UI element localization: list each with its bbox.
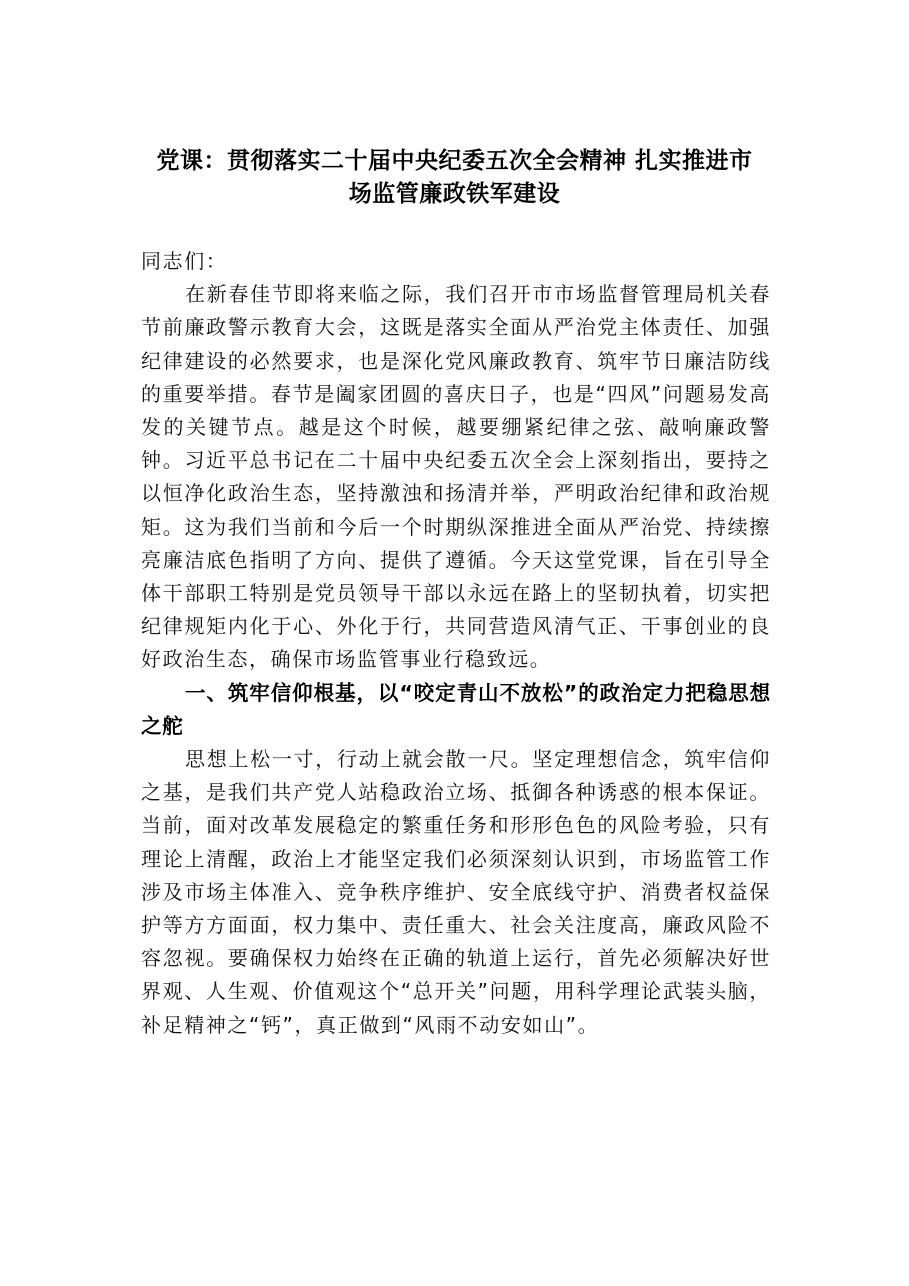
intro-paragraph: 在新春佳节即将来临之际，我们召开市市场监督管理局机关春节前廉政警示教育大会，这既是落实全面从严治党主体责任、加强纪律建设的必然要求，也是深化党风廉政教育、筑牢节日廉洁防线的重要举措。春节是阖家团圆的喜庆日子，也是“四风”问题易发高发的关键节点。越是这个时候，越要绷紧纪律之弦、敲响廉政警钟。习近平总书记在二十届中央纪委五次全会上深刻指出，要持之以恒净化政治生态，坚持激浊和扬清并举，严明政治纪律和政治规矩。这为我们当前和今后一个时期纵深推进全面从严治党、持续擦亮廉洁底色指明了方向、提供了遵循。今天这堂党课，旨在引导全体干部职工特别是党员领导干部以永远在路上的坚韧执着，切实把纪律规矩内化于心、外化于行，共同营造风清气正、干事创业的良好政治生态，确保市场监管事业行稳致远。 <box>141 282 771 672</box>
document-body <box>141 245 771 1042</box>
document-title-line-1: 党课：贯彻落实二十届中央纪委五次全会精神 扎实推进市 <box>156 147 753 174</box>
section-1-paragraph: 思想上松一寸，行动上就会散一尺。坚定理想信念，筑牢信仰之基，是我们共产党人站稳政治立场、抵御各种诱惑的根本保证。当前，面对改革发展稳定的繁重任务和形形色色的风险考验，只有理论上清醒，政治上才能坚定我们必须深刻认识到，市场监管工作涉及市场主体准入、竞争秩序维护、安全底线守护、消费者权益保护等方方面面，权力集中、责任重大、社会关注度高，廉政风险不容忽视。要确保权力始终在正确的轨道上运行，首先必须解决好世界观、人生观、价值观这个“总开关”问题，用科学理论武装头脑，补足精神之“钙”，真正做到“风雨不动安如山”。 <box>141 747 771 1037</box>
salutation: 同志们： <box>141 249 228 273</box>
document-title <box>120 144 789 210</box>
document-title-line-2: 场监管廉政铁军建设 <box>348 180 561 207</box>
section-1-heading: 一、筑牢信仰根基，以“咬定青山不放松”的政治定力把稳思想之舵 <box>141 680 771 738</box>
